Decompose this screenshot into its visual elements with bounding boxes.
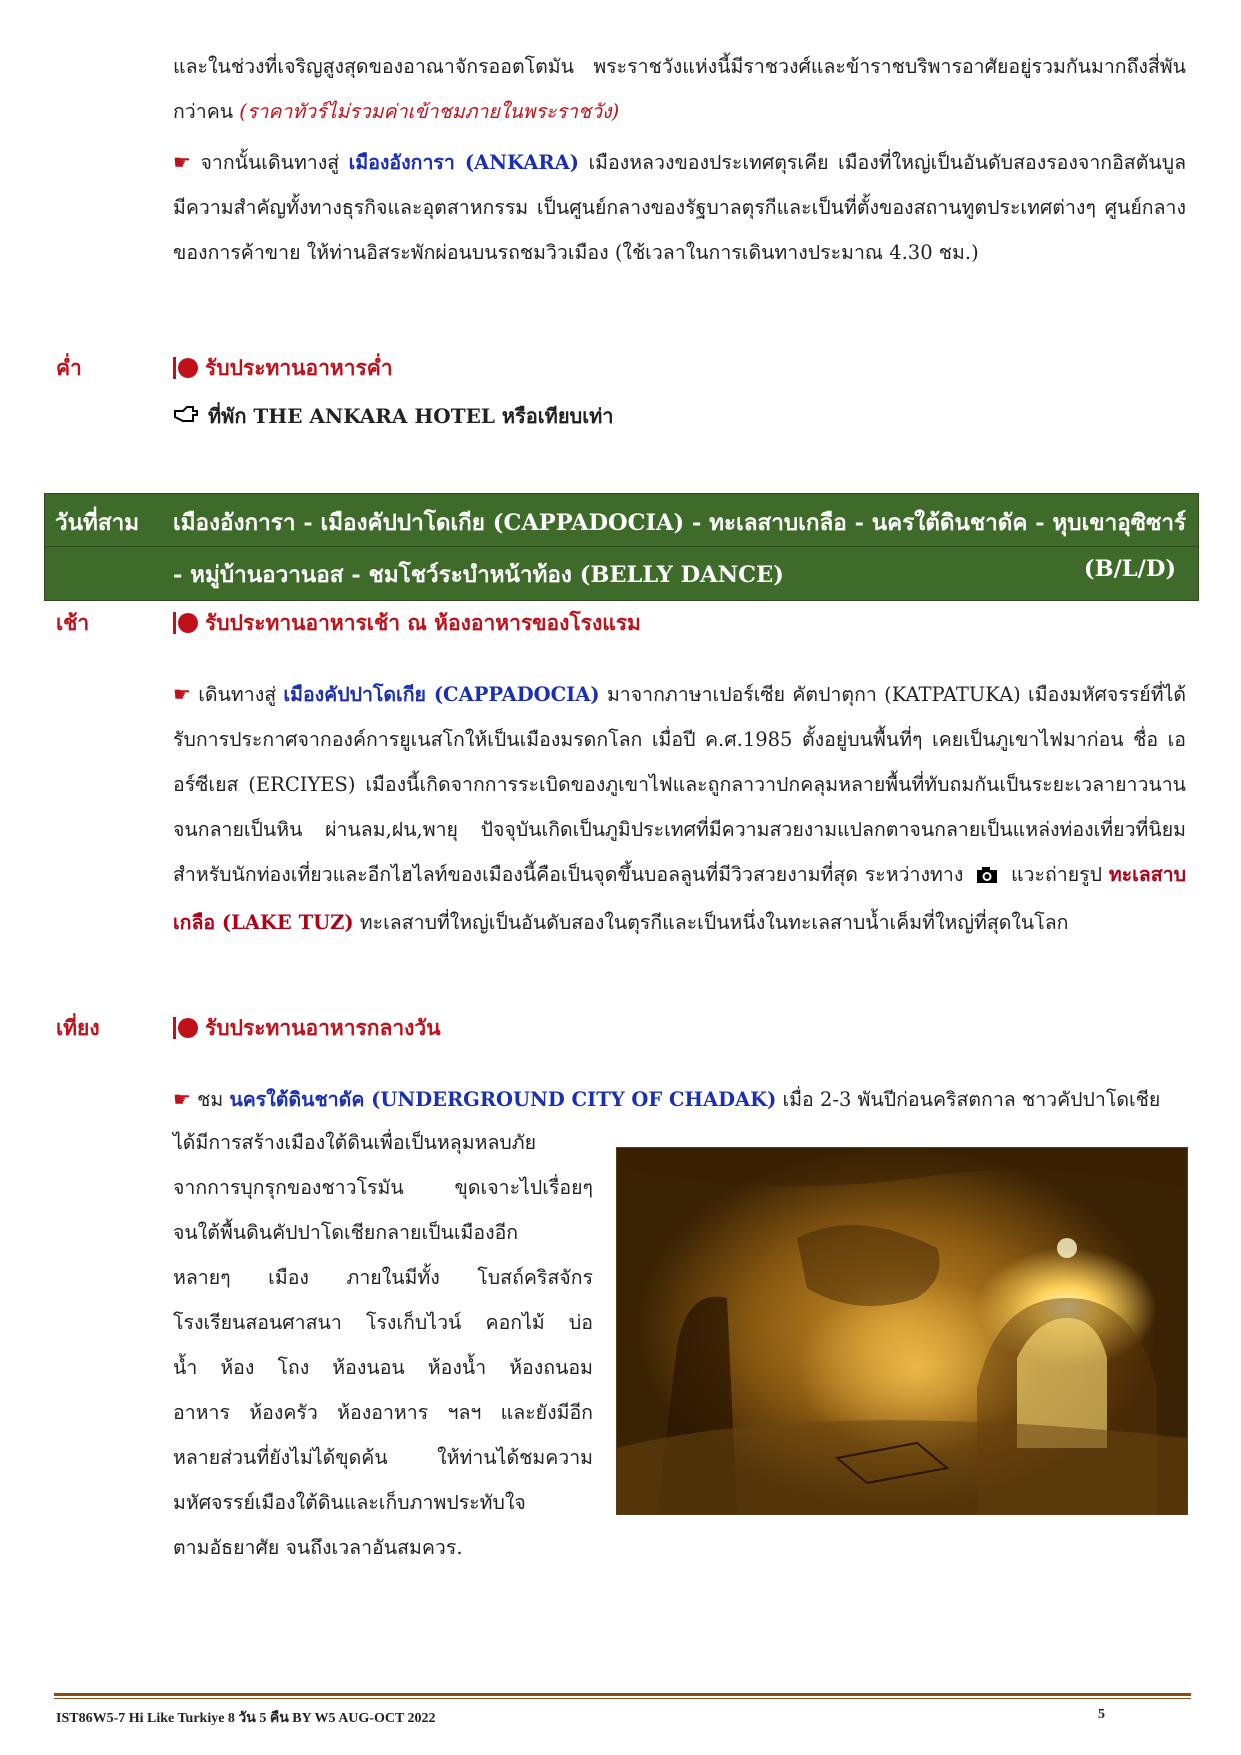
day-number: วันที่สาม bbox=[55, 510, 140, 536]
chadak-line: อาหาร ห้องครัว ห้องอาหาร ฯลฯ และยังมีอีก bbox=[173, 1401, 593, 1424]
para-chadak-intro bbox=[173, 1077, 1186, 1122]
chadak-line: จากการบุกรุกของชาวโรมัน ขุดเจาะไปเรื่อยๆ bbox=[173, 1176, 593, 1199]
para-chadak-prefix: ชม bbox=[197, 1088, 224, 1111]
underground-city-illustration bbox=[617, 1148, 1187, 1514]
chadak-line: ได้มีการสร้างเมืองใต้ดินเพื่อเป็นหลุมหลบภัย bbox=[173, 1131, 537, 1154]
footer-page-number: 5 bbox=[1098, 1707, 1105, 1722]
label-dinner: ค่ำ bbox=[56, 355, 82, 380]
para-cappadocia-prefix: เดินทางสู่ bbox=[198, 683, 277, 706]
underground-city-photo bbox=[616, 1147, 1188, 1515]
para-palace-text: และในช่วงที่เจริญสูงสุดของอาณาจักรออตโตมัน พระราชวังแห่งนี้มีราชวงศ์และข้าราชบริพารอาศัยอยู่รวมกันมากถึงสี่พันกว่าคน bbox=[173, 55, 1186, 123]
para-ankara-prefix: จากนั้นเดินทางสู่ bbox=[200, 151, 340, 174]
plate-fork-icon bbox=[173, 1017, 199, 1039]
para-palace-end bbox=[173, 44, 1186, 134]
place-cappadocia: เมืองคัปปาโดเกีย (CAPPADOCIA) bbox=[283, 683, 600, 706]
chadak-line: จนใต้พื้นดินคัปปาโดเชียกลายเป็นเมืองอีก bbox=[173, 1221, 519, 1244]
para-palace-note: (ราคาทัวร์ไม่รวมค่าเข้าชมภายในพระราชวัง) bbox=[239, 100, 620, 123]
day-route-line1: เมืองอังการา - เมืองคัปปาโดเกีย (CAPPADOCIA) - ทะเลสาบเกลือ - นครใต้ดินชาดัค - หุบเขาอุซิซาร์ bbox=[173, 510, 1187, 536]
day-meals: (B/L/D) bbox=[1083, 556, 1176, 582]
meal-lunch-text: รับประทานอาหารกลางวัน bbox=[205, 1015, 441, 1040]
para-cappadocia-text1: มาจากภาษาเปอร์เซีย คัตปาตุกา (KATPATUKA) เมืองมหัศจรรย์ที่ได้รับการประกาศจากองค์การยูเนสโกให้เป็นเมืองมรดกโลก เมื่อปี ค.ศ.1985 ตั้งอยู่บนพื้นที่ๆ เคยเป็นภูเขาไฟมาก่อน ชื่อ เออร์ซีเยส (ERCIYES) เมืองนี้เกิดจากการระเบิดของภูเขาไฟและถูกลาวาปกคลุมหลายพื้นที่ทับถมกันเป็นระยะเวลายาวนานจนกลายเป็นหิน ผ่านลม,ฝน,พายุ ปัจจุบันเกิดเป็นภูมิประเทศที่มีความสวยงามแปลกตาจนกลายเป็นแหล่งท่องเที่ยวที่นิยมสำหรับนักท่องเที่ยวและอีกไฮไลท์ของเมืองนี้คือเป็นจุดขึ้นบอลลูนที่มีวิวสวยงามที่สุด ระหว่างทาง bbox=[173, 683, 1187, 886]
hand-pointing-icon bbox=[173, 404, 201, 428]
meal-breakfast-text: รับประทานอาหารเช้า ณ ห้องอาหารของโรงแรม bbox=[205, 610, 641, 635]
place-chadak: นครใต้ดินชาดัค (UNDERGROUND CITY OF CHADAK) bbox=[229, 1088, 777, 1111]
plate-fork-icon bbox=[173, 357, 199, 379]
meal-lunch bbox=[173, 1012, 441, 1045]
para-chadak-body bbox=[173, 1120, 593, 1570]
chadak-line: น้ำ ห้อง โถง ห้องนอน ห้องน้ำ ห้องถนอม bbox=[173, 1356, 593, 1379]
place-lake-tuz: ทะเลสาบเกลือ (LAKE TUZ) bbox=[173, 863, 1186, 934]
para-ankara bbox=[173, 140, 1186, 275]
para-cappadocia bbox=[173, 672, 1186, 945]
hotel-text: ที่พัก THE ANKARA HOTEL หรือเทียบเท่า bbox=[207, 404, 614, 428]
chadak-line: โรงเรียนสอนศาสนา โรงเก็บไวน์ คอกไม้ บ่อ bbox=[173, 1311, 593, 1334]
para-cappadocia-text3: ทะเลสาบที่ใหญ่เป็นอันดับสองในตุรกีและเป็นหนึ่งในทะเลสาบน้ำเค็มที่ใหญ่ที่สุดในโลก bbox=[359, 911, 1069, 934]
chadak-line: หลายๆ เมือง ภายในมีทั้ง โบสถ์คริสจักร bbox=[173, 1266, 593, 1289]
footer-rule bbox=[54, 1693, 1191, 1696]
day-header-bar bbox=[44, 493, 1199, 601]
chadak-line: ตามอัธยาศัย จนถึงเวลาอันสมควร. bbox=[173, 1536, 463, 1559]
meal-dinner-text: รับประทานอาหารค่ำ bbox=[205, 355, 393, 380]
meal-dinner bbox=[173, 352, 393, 385]
camera-icon bbox=[976, 855, 998, 900]
hotel-line bbox=[173, 400, 613, 432]
hand-pointer-icon: ☛ bbox=[173, 1087, 191, 1111]
footer-doc-code: IST86W5-7 Hi Like Turkiye 8 วัน 5 คืน BY W5 AUG-OCT 2022 bbox=[56, 1711, 436, 1726]
footer-rule-thin bbox=[54, 1698, 1191, 1699]
chadak-line: หลายส่วนที่ยังไม่ได้ขุดค้น ให้ท่านได้ชมความ bbox=[173, 1446, 593, 1469]
para-ankara-text: เมืองหลวงของประเทศตุรเคีย เมืองที่ใหญ่เป็นอันดับสองรองจากอิสตันบูล มีความสำคัญทั้งทางธุรกิจและอุตสาหกรรม เป็นศูนย์กลางของรัฐบาลตุรกีและเป็นที่ตั้งของสถานทูตประเทศต่างๆ ศูนย์กลางของการค้าขาย ให้ท่านอิสระพักผ่อนบนรถชมวิวเมือง (ใช้เวลาในการเดินทางประมาณ 4.30 ชม.) bbox=[173, 151, 1187, 264]
label-lunch: เที่ยง bbox=[56, 1015, 100, 1040]
day-route-line2: - หมู่บ้านอวานอส - ชมโชว์ระบำหน้าท้อง (BELLY DANCE) bbox=[173, 562, 784, 588]
para-chadak-text1: เมื่อ 2-3 พันปีก่อนคริสตกาล ชาวคัปปาโดเชีย bbox=[782, 1088, 1161, 1111]
hand-pointer-icon: ☛ bbox=[173, 150, 191, 174]
para-cappadocia-text2: แวะถ่ายรูป bbox=[1010, 863, 1102, 886]
plate-fork-icon bbox=[173, 612, 199, 634]
hand-pointer-icon: ☛ bbox=[173, 682, 191, 706]
place-ankara: เมืองอังการา (ANKARA) bbox=[348, 151, 579, 174]
chadak-line: มหัศจรรย์เมืองใต้ดินและเก็บภาพประทับใจ bbox=[173, 1491, 526, 1514]
label-breakfast: เช้า bbox=[56, 610, 90, 635]
meal-breakfast bbox=[173, 607, 641, 640]
